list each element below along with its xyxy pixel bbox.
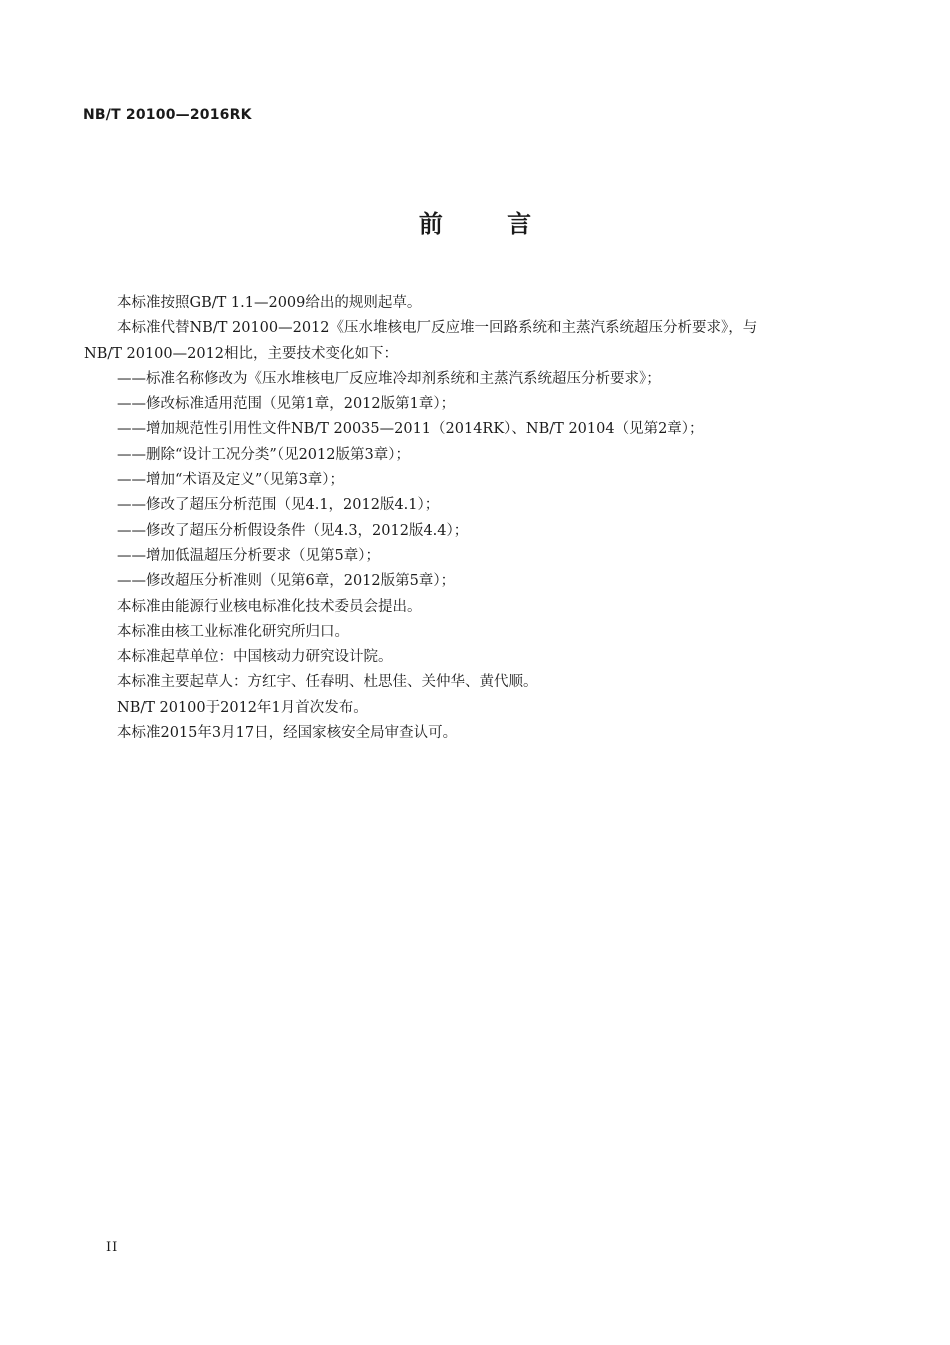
list-item: ——修改标准适用范围（见第1章，2012版第1章）； bbox=[117, 396, 456, 413]
list-item: ——删除“设计工况分类”（见2012版第3章）； bbox=[117, 446, 410, 463]
list-item: ——修改了超压分析范围（见4.1，2012版4.1）； bbox=[117, 497, 440, 514]
list-item: ——标准名称修改为《压水堆核电厂反应堆冷却剂系统和主蒸汽系统超压分析要求》； bbox=[117, 370, 661, 387]
paragraph: NB/T 20100于2012年1月首次发布。 bbox=[117, 699, 368, 716]
page-title: 前 言 bbox=[418, 210, 560, 238]
list-item: ——增加规范性引用性文件NB/T 20035—2011（2014RK）、NB/T 20104（见第2章）； bbox=[117, 421, 704, 438]
list-item: ——修改超压分析准则（见第6章，2012版第5章）； bbox=[117, 573, 456, 590]
paragraph: 本标准由核工业标准化研究所归口。 bbox=[117, 623, 349, 640]
list-item: ——修改了超压分析假设条件（见4.3，2012版4.4）； bbox=[117, 522, 469, 539]
paragraph-continuation: NB/T 20100—2012相比，主要技术变化如下： bbox=[84, 345, 399, 362]
list-item: ——增加“术语及定义”（见第3章）； bbox=[117, 472, 345, 489]
paragraph: 本标准代替NB/T 20100—2012《压水堆核电厂反应堆一回路系统和主蒸汽系统超压分析要求》，与 bbox=[117, 320, 758, 337]
standard-code: NB/T 20100—2016RK bbox=[83, 107, 252, 123]
paragraph: 本标准主要起草人：方红宇、任春明、杜思佳、关仲华、黄代顺。 bbox=[117, 674, 538, 691]
list-item: ——增加低温超压分析要求（见第5章）； bbox=[117, 547, 380, 564]
page-number: II bbox=[106, 1240, 119, 1255]
paragraph: 本标准由能源行业核电标准化技术委员会提出。 bbox=[117, 598, 422, 615]
paragraph: 本标准按照GB/T 1.1—2009给出的规则起草。 bbox=[117, 295, 422, 311]
paragraph: 本标准起草单位：中国核动力研究设计院。 bbox=[117, 649, 393, 666]
paragraph: 本标准2015年3月17日，经国家核安全局审查认可。 bbox=[117, 725, 458, 742]
document-body bbox=[84, 291, 844, 746]
